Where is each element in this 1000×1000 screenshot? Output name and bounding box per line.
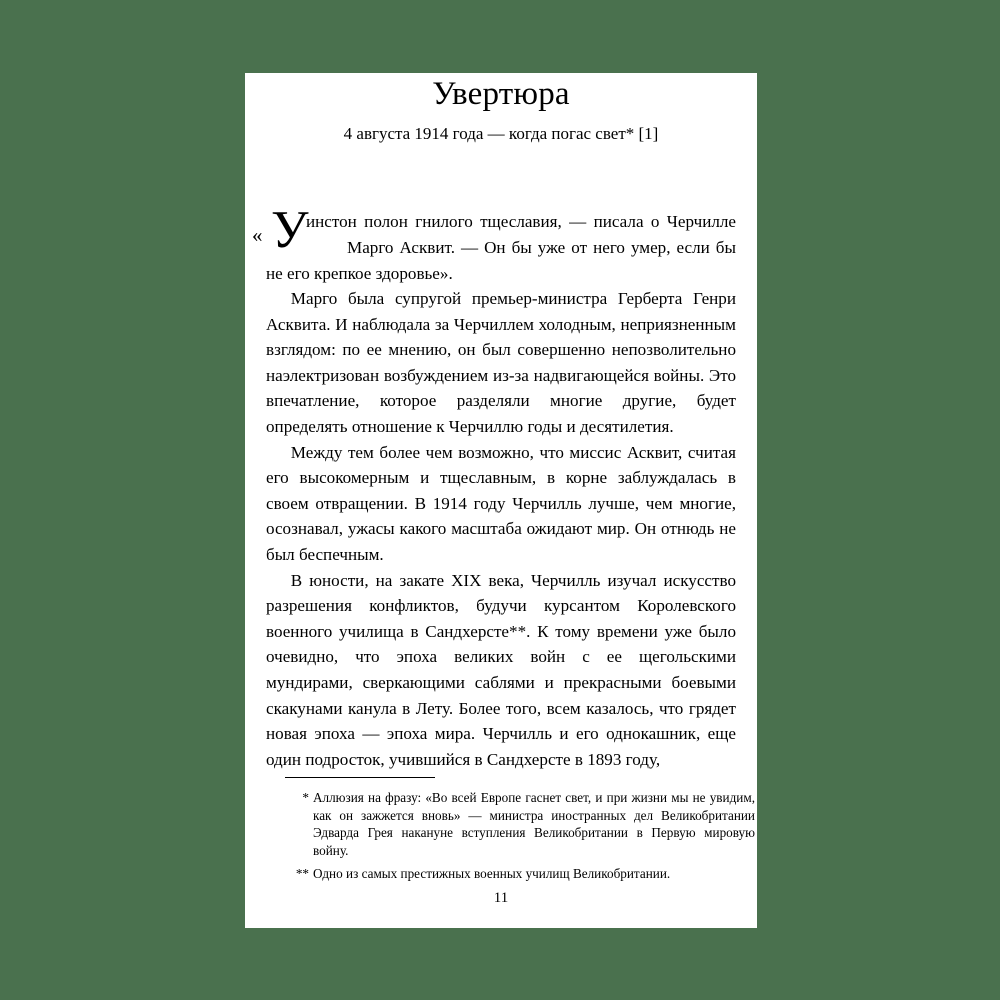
footnotes-block (285, 777, 755, 883)
body-text-block (252, 201, 736, 772)
footnote-separator-rule (285, 777, 435, 778)
body-paragraph: Марго была супругой премьер-министра Герберта Генри Асквита. И наблюдала за Черчиллем холодным, неприязненным взглядом: по ее мнению, он был совершенно непозволительно наэлектризован возбуждением из-за надвигающейся войны. Это впечатление, которое разделяли многие другие, будет определять отношение к Черчиллю годы и десятилетия. (266, 289, 736, 437)
dropcap-letter: У (271, 201, 309, 260)
opening-line-2: Марго Асквит. — Он бы уже от него умер, если бы не (266, 237, 736, 283)
footnote-marker: ** (295, 866, 309, 882)
body-paragraph: В юности, на закате XIX века, Черчилль изучал искусство разрешения конфликтов, будучи курсантом Королевского военного училища в Сандхерсте**. К тому времени уже было очевидно, что эпоха великих войн с ее щегольскими мундирами, сверкающими саблями и прекрасными боевыми скакунами канула в Лету. Более того, всем казалось, что грядет новая эпоха — эпоха мира. Черчилль и его однокашник, еще один подросток, учившийся в Сандхерсте в 1893 году, (266, 570, 736, 769)
page-title: Увертюра (432, 76, 570, 112)
dropcap-group (252, 201, 309, 260)
opening-paragraph (252, 201, 736, 286)
footnote-text: Одно из самых престижных военных училищ Великобритании. (313, 866, 671, 882)
footnote-text: Аллюзия на фразу: «Во всей Европе гаснет свет, и при жизни мы не увидим, как он зажжется вновь» — министра иностранных дел Великобритании Эдварда Грея накануне вступления Великобритании в Первую мировую войну. (313, 790, 755, 858)
body-paragraph: Между тем более чем возможно, что миссис Асквит, считая его высокомерным и тщеславным, в корне заблуждалась в своем отвращении. В 1914 году Черчилль лучше, чем многие, осознавал, ужасы какого масштаба ожидают мир. Он отнюдь не был беспечным. (266, 442, 736, 565)
opening-remainder: его крепкое здоровье». (287, 263, 453, 283)
footnote-marker: * (302, 790, 309, 805)
page-content-area (252, 73, 755, 928)
footnote-item (285, 789, 755, 859)
chapter-subtitle: 4 августа 1914 года — когда погас свет* [1] (343, 123, 659, 143)
page-number: 11 (493, 890, 509, 906)
book-page (245, 73, 757, 928)
footnote-item (285, 865, 755, 883)
opening-line-1: инстон полон гнилого тщеславия, — писала о Черчилле (306, 212, 736, 232)
opening-quote-mark: « (252, 223, 263, 248)
